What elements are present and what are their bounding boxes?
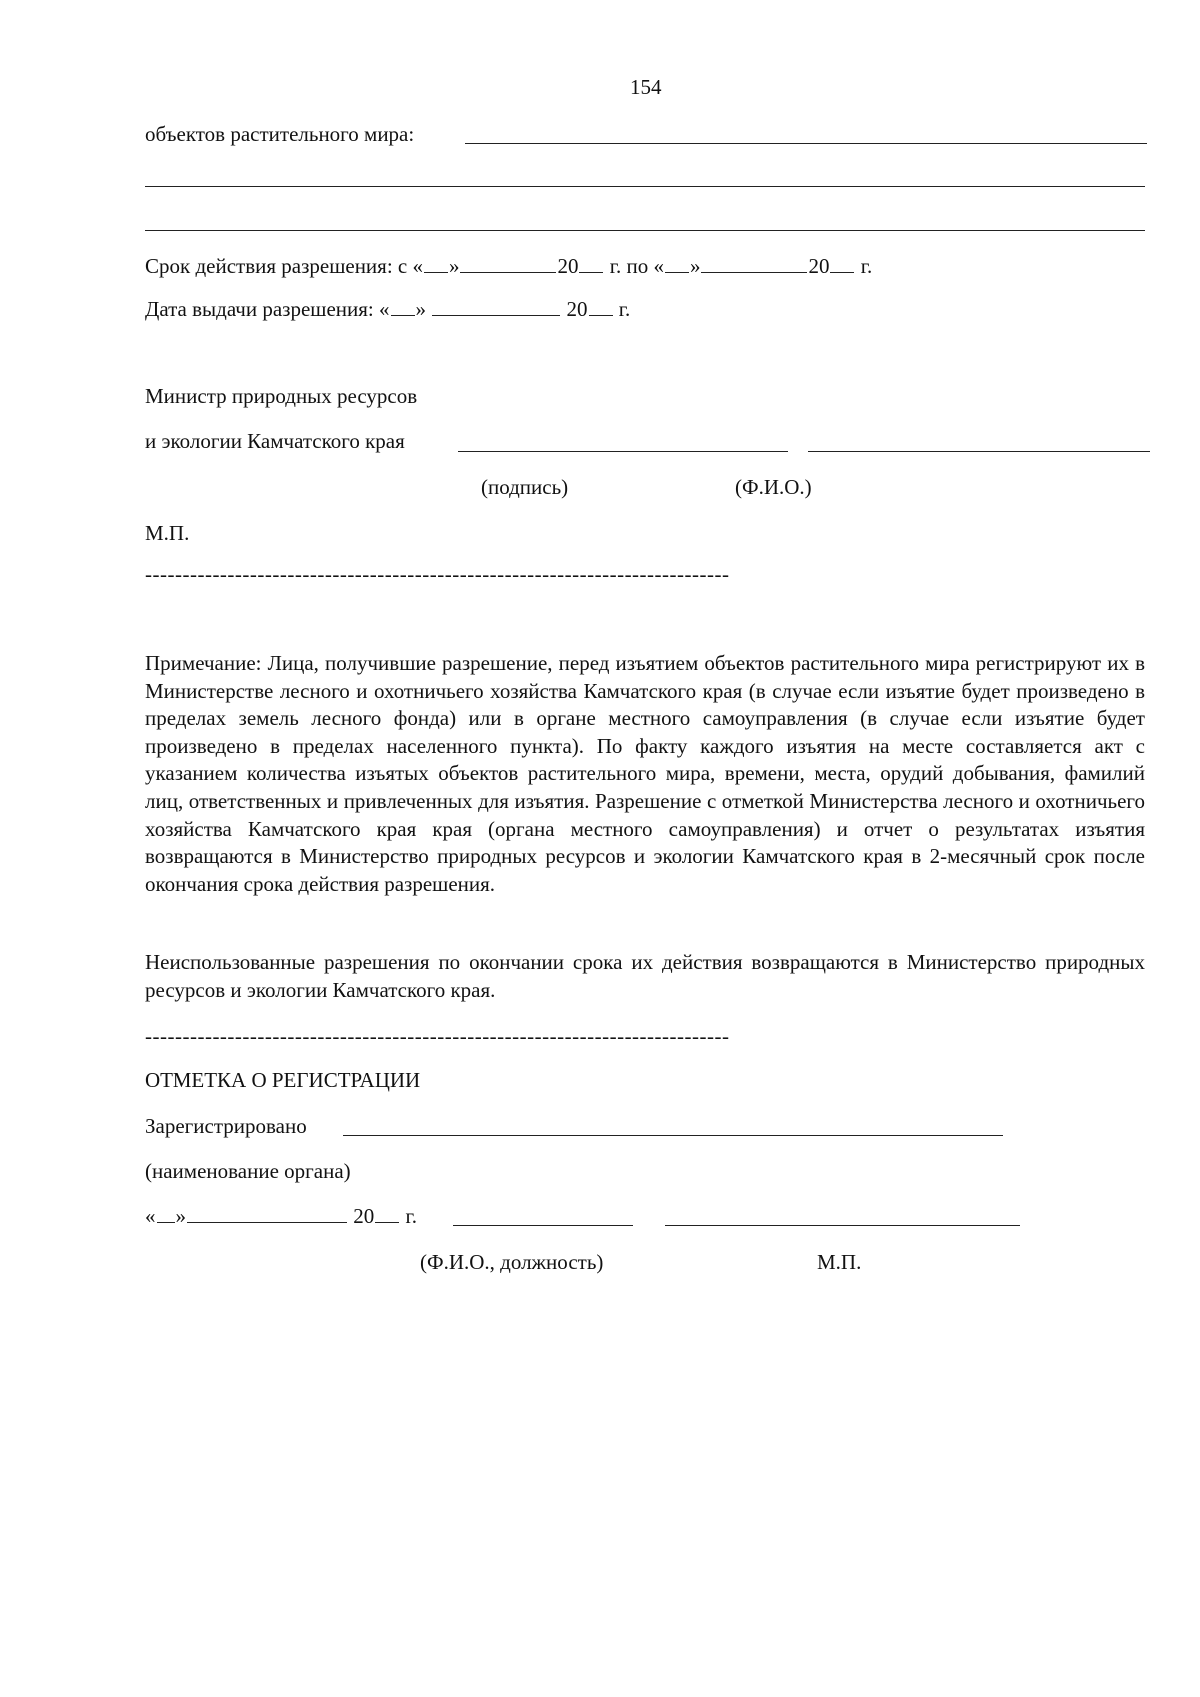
page-number: 154: [630, 75, 662, 99]
reg-open-quote: «: [145, 1204, 156, 1228]
reg-close-quote: »: [175, 1204, 186, 1228]
validity-line: [145, 253, 872, 279]
validity-to-day-field[interactable]: [665, 254, 689, 273]
reg-name-field[interactable]: [453, 1225, 633, 1226]
issue-month-field[interactable]: [432, 297, 560, 316]
validity-prefix: Срок действия разрешения: с «: [145, 254, 423, 278]
validity-year-suffix: г. по «: [609, 254, 664, 278]
issue-date-prefix: Дата выдачи разрешения: «: [145, 297, 390, 321]
reg-name-caption: (Ф.И.О., должность): [420, 1250, 604, 1274]
issue-date-line: [145, 296, 630, 322]
issue-day-field[interactable]: [391, 297, 415, 316]
reg-day-field[interactable]: [157, 1204, 175, 1223]
validity-close-quote-2: »: [689, 254, 701, 278]
objects-label: объектов растительного мира:: [145, 122, 415, 146]
registration-date-line: [145, 1203, 417, 1229]
minister-title-line2: и экологии Камчатского края: [145, 429, 405, 453]
objects-field-line-3[interactable]: [145, 230, 1145, 231]
minister-name-field[interactable]: [808, 451, 1150, 452]
reg-year-prefix: 20: [353, 1204, 375, 1228]
reg-stamp-label: М.П.: [817, 1250, 862, 1274]
validity-to-year-field[interactable]: [830, 254, 854, 273]
validity-from-month-field[interactable]: [460, 254, 556, 273]
stamp-label: М.П.: [145, 521, 190, 545]
issue-close-quote: »: [415, 297, 426, 321]
separator-1: ------------------------------------------------------------------------------: [145, 562, 730, 586]
objects-field-line-2[interactable]: [145, 186, 1145, 187]
validity-from-year-field[interactable]: [579, 254, 603, 273]
registration-heading: ОТМЕТКА О РЕГИСТРАЦИИ: [145, 1068, 421, 1092]
organ-caption: (наименование органа): [145, 1159, 351, 1183]
validity-year-prefix: 20: [557, 254, 579, 278]
issue-year-prefix: 20: [566, 297, 588, 321]
separator-2: ------------------------------------------------------------------------------: [145, 1024, 730, 1048]
unused-permits-paragraph: Неиспользованные разрешения по окончании срока их действия возвращаются в Министерство природных ресурсов и экологии Камчатского края.: [145, 950, 1145, 1002]
objects-field-line-1[interactable]: [465, 143, 1147, 144]
reg-year-field[interactable]: [375, 1204, 399, 1223]
minister-title-line1: Министр природных ресурсов: [145, 384, 418, 408]
validity-close-quote: »: [448, 254, 460, 278]
issue-year-suffix: г.: [618, 297, 631, 321]
signature-caption: (подпись): [481, 475, 569, 499]
minister-signature-field[interactable]: [458, 451, 788, 452]
validity-to-month-field[interactable]: [701, 254, 807, 273]
registered-organ-field[interactable]: [343, 1135, 1003, 1136]
validity-year2-prefix: 20: [808, 254, 830, 278]
note-paragraph: Примечание: Лица, получившие разрешение, перед изъятием объектов растительного мира регистрируют их в Министерстве лесного и охотничьего хозяйства Камчатского края (в случае если изъятие будет произведено в пределах земель лесного фонда) или в органе местного самоуправления (в случае если изъятие будет произведено в пределах населенного пункта). По факту каждого изъятия на месте составляется акт с указанием количества изъятых объектов растительного мира, времени, места, орудий добывания, фамилий лиц, ответственных и привлеченных для изъятия. Разрешение с отметкой Министерства лесного и охотничьего хозяйства Камчатского края края (органа местного самоуправления) и отчет о результатах изъятия возвращаются в Министерство природных ресурсов и экологии Камчатского края в 2-месячный срок после окончания срока действия разрешения.: [145, 651, 1145, 896]
reg-year-suffix: г.: [405, 1204, 417, 1228]
issue-year-field[interactable]: [589, 297, 613, 316]
validity-from-day-field[interactable]: [424, 254, 448, 273]
validity-year2-suffix: г.: [860, 254, 873, 278]
reg-position-field[interactable]: [665, 1225, 1020, 1226]
name-caption: (Ф.И.О.): [735, 475, 812, 499]
registered-label: Зарегистрировано: [145, 1114, 307, 1138]
reg-month-field[interactable]: [187, 1204, 347, 1223]
